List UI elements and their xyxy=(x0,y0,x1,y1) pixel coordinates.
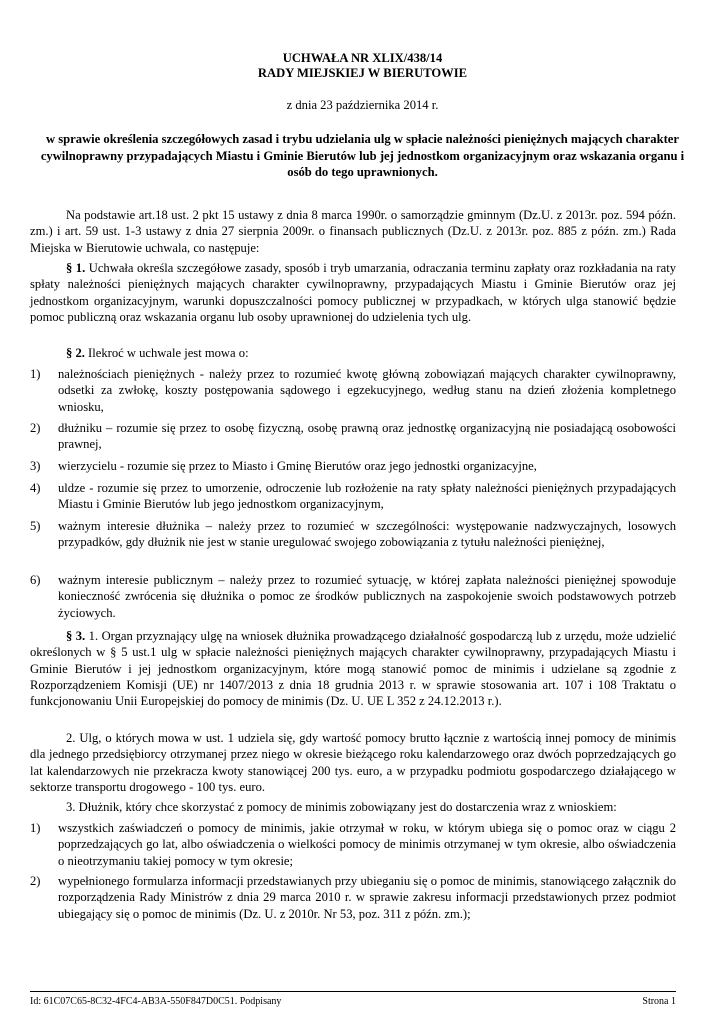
list-item-number: 2) xyxy=(30,421,41,435)
list-item-number: 1) xyxy=(30,821,41,835)
section-1-text: Uchwała określa szczegółowe zasady, sposób i tryb umarzania, odraczania terminu zapłaty oraz rozkładania na raty spłaty należności pieniężnych mających charakter cywilnoprawny, przypadających Miastu i Gminie Bierutów oraz jej jednostkom organizacyjnym, warunki dopuszczalności pomocy publicznej w przypadkach, w których ulga stanowić będzie pomoc publiczną oraz wskazania organu lub osoby uprawnionej do udzielenia tych ulg. xyxy=(30,261,677,324)
resolution-number: UCHWAŁA NR XLIX/438/14 xyxy=(282,51,443,65)
resolution-date: z dnia 23 października 2014 r. xyxy=(286,98,439,112)
list-item xyxy=(30,518,676,551)
list-item xyxy=(30,458,676,474)
list-item xyxy=(30,820,676,869)
resolution-subject: w sprawie określenia szczegółowych zasad i trybu udzielania ulg w spłacie należności pieniężnych mających charakter cywilnoprawny przypadających Miastu i Gminie Bierutów lub jej jednostkom organizacyjnym oraz wskazania organu i osób do tego uprawnionych. xyxy=(40,132,685,180)
list-item-text: uldze - rozumie się przez to umorzenie, odroczenie lub rozłożenie na raty spłaty należności pieniężnych przypadających Miastu i Gminie Bierutów lub jego jednostkom organizacyjnym, xyxy=(58,481,676,512)
list-item-number: 4) xyxy=(30,481,41,495)
list-item xyxy=(30,480,676,513)
list-item-number: 3) xyxy=(30,459,41,473)
section-2-intro xyxy=(30,345,676,361)
list-item-number: 1) xyxy=(30,367,41,381)
list-item xyxy=(30,366,676,415)
section-1-label: § 1. xyxy=(66,261,86,275)
list-item-number: 2) xyxy=(30,874,41,888)
list-item-number: 6) xyxy=(30,573,41,587)
list-item-text: dłużniku – rozumie się przez to osobę fizyczną, osobę prawną oraz jednostkę organizacyjną nie posiadającą osobowości prawnej, xyxy=(58,421,676,452)
section-3-paragraph-2: 2. Ulg, o których mowa w ust. 1 udziela się, gdy wartość pomocy brutto łącznie z wartością innej pomocy de minimis dla jednego przedsiębiorcy otrzymanej przez niego w okresie bieżącego roku kalendarzowego oraz dwóch poprzedzających go lat kalendarzowych nie przekracza kwoty stanowiącej 200 tys. euro, a w przypadku podmiotu gospodarczego działającego w sektorze transportu drogowego - 100 tys. euro. xyxy=(30,731,676,794)
section-2-label: § 2. xyxy=(66,346,85,360)
list-item xyxy=(30,420,676,453)
section-3-label: § 3. xyxy=(66,629,86,643)
section-1 xyxy=(30,260,676,325)
list-item-text: ważnym interesie publicznym – należy przez to rozumieć sytuację, w której zapłata należności pieniężnej spowoduje konieczność zwrócenia się dłużnika o pomoc ze środków publicznych na zaspokojenie swoich podstawowych potrzeb życiowych. xyxy=(58,573,676,620)
footer-divider xyxy=(30,991,676,992)
list-item xyxy=(30,873,676,922)
footer-document-id: Id: 61C07C65-8C32-4FC4-AB3A-550F847D0C51. Podpisany xyxy=(30,996,282,1007)
section-3-paragraph-1 xyxy=(30,628,676,709)
list-item-text: należnościach pieniężnych - należy przez to rozumieć kwotę główną zobowiązań mających charakter cywilnoprawny, odsetki za zwłokę, koszty postępowania sądowego i egzekucyjnego, według stanu na dzień złożenia kompletnego wniosku, xyxy=(58,367,676,414)
list-item-text: ważnym interesie dłużnika – należy przez to rozumieć w szczególności: występowanie nadzwyczajnych, losowych przypadków, gdy dłużnik nie jest w stanie uregulować swojego zobowiązania z tytułu należności pieniężnej, xyxy=(58,519,676,550)
list-item-number: 5) xyxy=(30,519,41,533)
list-item-text: wszystkich zaświadczeń o pomocy de minimis, jakie otrzymał w roku, w którym ubiega się o pomoc oraz w ciągu 2 poprzedzających go lat, albo oświadczenia o wielkości pomocy de minimis otrzymanej w tym okresie, albo oświadczenia o nieotrzymaniu takiej pomocy w tym okresie; xyxy=(58,821,676,868)
section-3-paragraph-3: 3. Dłużnik, który chce skorzystać z pomocy de minimis zobowiązany jest do dostarczenia wraz z wnioskiem: xyxy=(66,800,617,814)
section-2-text: Ilekroć w uchwale jest mowa o: xyxy=(88,346,249,360)
section-3-text: 1. Organ przyznający ulgę na wniosek dłużnika prowadzącego działalność gospodarczą lub z urzędu, może udzielić określonych w § 5 ust.1 ulg w spłacie należności pieniężnych mających charakter cywilnoprawny, przypadających Miastu i Gminie Bierutów i jej jednostkom organizacyjnym, które mogą stanowić pomoc de minimis i udzielane są zgodnie z Rozporządzeniem Komisji (UE) nr 1407/2013 z dnia 18 grudnia 2013 r. w sprawie stosowania art. 107 i 108 Traktatu o funkcjonowaniu Unii Europejskiej do pomocy de minimis (Dz. U. UE L 352 z 24.12.2013 r.). xyxy=(30,629,677,709)
council-name: RADY MIEJSKIEJ W BIERUTOWIE xyxy=(257,66,468,80)
footer-page-number: Strona 1 xyxy=(642,996,676,1007)
preamble: Na podstawie art.18 ust. 2 pkt 15 ustawy z dnia 8 marca 1990r. o samorządzie gminnym (Dz.U. z 2013r. poz. 594 późn. zm.) i art. 59 ust. 1-3 ustawy z dnia 27 sierpnia 2009r. o finansach publicznych (Dz.U. z 2013r. poz. 885 z późn. zm.) Rada Miejska w Bierutowie uchwala, co następuje: xyxy=(30,208,676,255)
list-item-text: wierzycielu - rozumie się przez to Miasto i Gminę Bierutów oraz jego jednostki organizacyjne, xyxy=(58,459,537,473)
list-item-text: wypełnionego formularza informacji przedstawianych przy ubieganiu się o pomoc de minimis, stanowiącego załącznik do rozporządzenia Rady Ministrów z dnia 29 marca 2010 r. w sprawie zakresu informacji przedstawionych przez podmiot ubiegający się o pomoc de minimis (Dz. U. z 2010r. Nr 53, poz. 311 z późn. zm.); xyxy=(58,874,676,921)
list-item xyxy=(30,572,676,621)
